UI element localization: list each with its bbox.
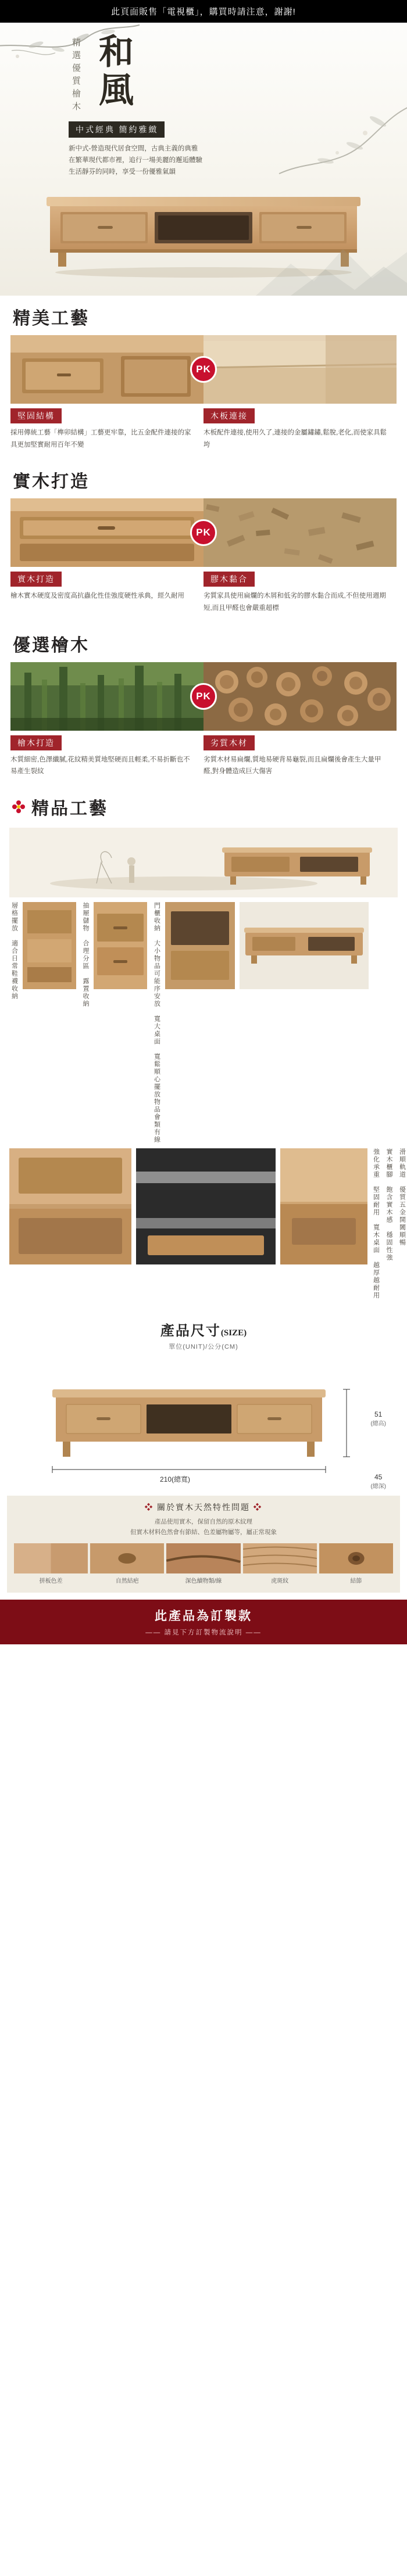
hero-vertical-subtitle: 精選優質檜木 — [71, 38, 80, 114]
hero-title: 和風 — [94, 33, 133, 110]
size-unit: 單位(UNIT)/公分(CM) — [169, 1343, 238, 1351]
flower-icon — [12, 800, 26, 814]
solidwood-right-tag: 膠木黏合 — [204, 572, 255, 587]
craft-left-desc: 採用傳統工藝「榫卯結構」工藝更牢靠，比五金配件連接的家具更加堅實耐用百年不變 — [10, 429, 191, 448]
wood-note-line2: 但實木材料色然會有節結、色差屬物屬等，屬正常現象 — [130, 1528, 277, 1536]
notice-bar: 此頁面販售「電視櫃」，購買時請注意，謝謝! — [0, 0, 407, 23]
swatch-label-3: 虎斑紋 — [271, 1578, 289, 1585]
size-height: 51 (總高) — [370, 1410, 386, 1428]
gallery-image-1 — [94, 902, 147, 989]
section-size — [0, 1310, 407, 1490]
lifestyle-scene — [9, 828, 398, 897]
hero-subtitle-box — [69, 121, 202, 178]
swatch-label-4: 結節 — [350, 1578, 362, 1585]
size-heading: 產品尺寸(SIZE) — [160, 1324, 247, 1339]
footer-banner — [0, 1600, 407, 1644]
swatch-4 — [319, 1543, 393, 1585]
solidwood-right-image — [204, 498, 397, 567]
wood-note-title: ❖ 關於實木天然特性問題 ❖ — [144, 1504, 263, 1513]
cypress-left-image — [10, 662, 204, 731]
gallery-image-4 — [9, 1148, 131, 1264]
size-depth: 45 (總深) — [370, 1473, 386, 1490]
swatch-3 — [243, 1543, 317, 1585]
solidwood-left-text — [10, 572, 204, 614]
swatch-label-1: 自然結疤 — [115, 1578, 139, 1585]
gallery-label-4: 滑順軌道 優質五金開闔順暢 — [398, 1148, 406, 1247]
gallery-label-5: 實木櫃腳 飽含實木感 穩固性強 — [385, 1148, 392, 1262]
swatch-label-2: 深色續物類/線 — [185, 1578, 222, 1585]
gallery-image-6 — [280, 1148, 367, 1264]
size-width: 210(總寬) — [160, 1475, 191, 1484]
cypress-left-tag: 檜木打造 — [10, 735, 62, 750]
wood-note-line1: 產品使用實木，保留自然的原木紋理 — [155, 1518, 252, 1526]
solidwood-left-desc: 檜木實木硬度及密度高抗蟲化性佳強度硬性承典，經久耐用 — [10, 592, 184, 600]
craft-right-tag: 木板連接 — [204, 408, 255, 423]
gallery-label-6: 強化承重 堅固耐用 寬木桌面 越厚越耐用 — [372, 1148, 380, 1300]
wood-swatches — [14, 1543, 393, 1585]
craft-left-text — [10, 408, 204, 451]
ink-mountain-icon — [256, 209, 407, 296]
solidwood-right-desc: 劣質家具使用扁爛的木屑和低劣的膠水黏合而成,不但使用週期短,而且甲醛也會嚴重超標 — [204, 592, 386, 612]
hero-subtitle: 中式經典 簡約雅緻 — [69, 121, 165, 138]
section-cypress — [0, 623, 407, 786]
gallery-label-2: 門櫃收納 大小物品可能序安放 寬大桌面 寬鬆順心擺放物品會類有線 — [153, 902, 160, 1144]
gallery-collage — [0, 825, 407, 1310]
gallery-heading-row — [0, 786, 407, 825]
swatch-label-0: 拼板色差 — [39, 1578, 63, 1585]
solidwood-left-image — [10, 498, 204, 567]
size-figure — [17, 1359, 390, 1490]
pk-badge: PK — [190, 683, 217, 710]
section-heading: 實木打造 — [13, 472, 90, 492]
gallery-label-0: 層格擺放 適合日常鞋襪收納 — [10, 902, 18, 1001]
footer-title: 此產品為訂製款 — [155, 1608, 252, 1623]
solidwood-right-text — [204, 572, 397, 614]
gallery-image-2 — [165, 902, 235, 989]
craft-left-image — [10, 335, 204, 404]
swatch-2 — [166, 1543, 240, 1585]
hero-section — [0, 23, 407, 296]
solidwood-left-tag: 實木打造 — [10, 572, 62, 587]
cypress-right-tag: 劣質木材 — [204, 735, 255, 750]
gallery-image-5 — [136, 1148, 276, 1264]
cypress-right-desc: 劣質木材易扁爛,質地易硬背易龜裂,而且扁爛後會產生大量甲醛,對身體造成巨大傷害 — [204, 756, 381, 775]
swatch-0 — [14, 1543, 88, 1585]
pk-badge: PK — [190, 356, 217, 383]
swatch-1 — [90, 1543, 164, 1585]
craft-right-image — [204, 335, 397, 404]
gallery-row-1 — [9, 902, 398, 1144]
gallery-image-0 — [23, 902, 76, 989]
footer-subtitle: —— 請見下方訂製物流說明 —— — [145, 1629, 262, 1636]
section-gallery — [0, 786, 407, 1310]
cypress-left-text — [10, 735, 204, 778]
ink-branch-icon — [0, 23, 174, 116]
section-heading: 精美工藝 — [13, 309, 90, 328]
craft-right-text — [204, 408, 397, 451]
craft-right-desc: 木板配件連接,使用久了,連接的金屬鏽鏽,鬆脫,老化,而使家具鬆垮 — [204, 429, 387, 448]
section-craft — [0, 296, 407, 459]
cypress-right-text — [204, 735, 397, 778]
hero-description: 新中式-營造現代居食空間，古典主義的典雅在繁華現代都市裡，追行一場美麗的邂逅體驗生活靜芬的同時，享受一份優雅氣韻 — [69, 145, 202, 176]
gallery-heading: 精品工藝 — [31, 799, 108, 819]
section-solidwood — [0, 459, 407, 622]
pk-badge: PK — [190, 519, 217, 546]
cypress-right-image — [204, 662, 397, 731]
gallery-image-3 — [240, 902, 369, 989]
craft-left-tag: 堅固結構 — [10, 408, 62, 423]
section-heading: 優選檜木 — [13, 635, 90, 655]
cypress-left-desc: 木質細密,色澤纖膩,花紋精美質地堅硬而且輕柔,不易折斷也不易產生裂紋 — [10, 756, 190, 775]
wood-note — [7, 1496, 400, 1593]
gallery-label-1: 抽屜儲物 合理分區 露置收納 — [82, 902, 89, 1008]
gallery-row-2 — [9, 1148, 406, 1300]
